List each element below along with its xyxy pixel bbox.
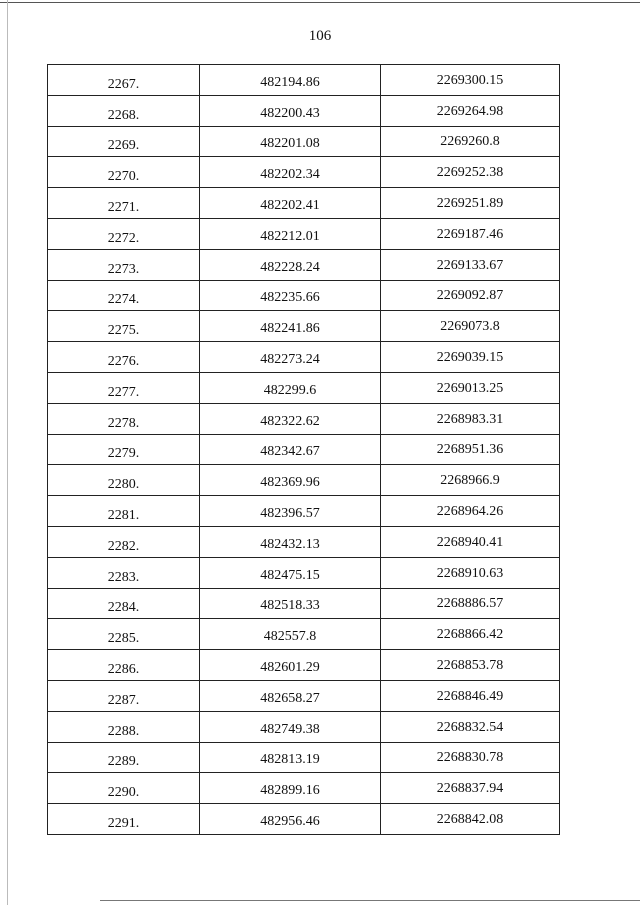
x-coordinate-cell-text: 482235.66: [260, 290, 320, 306]
y-coordinate-cell: [381, 588, 560, 619]
x-coordinate-cell-text: 482273.24: [260, 352, 320, 368]
y-coordinate-cell: [381, 465, 560, 496]
table-row: [48, 742, 560, 773]
point-number-cell: [48, 742, 200, 773]
table-row: [48, 218, 560, 249]
x-coordinate-cell: [200, 95, 381, 126]
table-row: [48, 188, 560, 219]
point-number-cell-text: 2284.: [107, 600, 140, 616]
point-number-cell: [48, 496, 200, 527]
x-coordinate-cell: [200, 557, 381, 588]
table-row: [48, 95, 560, 126]
point-number-cell-text: 2289.: [107, 754, 140, 770]
table-row: [48, 588, 560, 619]
x-coordinate-cell: [200, 619, 381, 650]
point-number-cell: [48, 619, 200, 650]
y-coordinate-cell-text: 2268966.9: [440, 473, 500, 489]
x-coordinate-cell-text: 482557.8: [263, 629, 317, 645]
x-coordinate-cell: [200, 465, 381, 496]
point-number-cell: [48, 280, 200, 311]
table-row: [48, 403, 560, 434]
point-number-cell-text: 2287.: [107, 692, 140, 708]
x-coordinate-cell-text: 482813.19: [260, 752, 320, 768]
y-coordinate-cell: [381, 342, 560, 373]
y-coordinate-cell: [381, 372, 560, 403]
point-number-cell-text: 2285.: [107, 631, 140, 647]
x-coordinate-cell-text: 482601.29: [260, 660, 320, 676]
table-row: [48, 372, 560, 403]
point-number-cell: [48, 311, 200, 342]
point-number-cell: [48, 588, 200, 619]
x-coordinate-cell-text: 482658.27: [260, 690, 320, 706]
point-number-cell-text: 2290.: [107, 785, 140, 801]
x-coordinate-cell: [200, 188, 381, 219]
point-number-cell-text: 2275.: [107, 323, 140, 339]
y-coordinate-cell-text: 2269039.15: [436, 350, 504, 366]
y-coordinate-cell-text: 2269133.67: [436, 257, 504, 273]
y-coordinate-cell: [381, 403, 560, 434]
x-coordinate-cell-text: 482749.38: [260, 721, 320, 737]
point-number-cell-text: 2267.: [107, 76, 140, 92]
x-coordinate-cell-text: 482202.41: [260, 198, 320, 214]
y-coordinate-cell: [381, 557, 560, 588]
table-row: [48, 804, 560, 835]
y-coordinate-cell: [381, 188, 560, 219]
coordinates-table-body: [48, 65, 560, 835]
page-number: 106: [308, 28, 332, 44]
point-number-cell-text: 2274.: [107, 292, 140, 308]
table-row: [48, 311, 560, 342]
point-number-cell: [48, 773, 200, 804]
x-coordinate-cell-text: 482228.24: [260, 259, 320, 275]
y-coordinate-cell-text: 2269300.15: [436, 72, 504, 88]
page-top-border: [0, 2, 640, 3]
x-coordinate-cell-text: 482202.34: [260, 167, 320, 183]
y-coordinate-cell: [381, 680, 560, 711]
x-coordinate-cell: [200, 711, 381, 742]
x-coordinate-cell-text: 482200.43: [260, 105, 320, 121]
y-coordinate-cell-text: 2268964.26: [436, 504, 504, 520]
y-coordinate-cell: [381, 650, 560, 681]
x-coordinate-cell-text: 482956.46: [260, 814, 320, 830]
x-coordinate-cell: [200, 804, 381, 835]
point-number-cell: [48, 526, 200, 557]
table-row: [48, 557, 560, 588]
point-number-cell: [48, 557, 200, 588]
point-number-cell-text: 2283.: [107, 569, 140, 585]
point-number-cell: [48, 218, 200, 249]
x-coordinate-cell-text: 482194.86: [260, 74, 320, 90]
x-coordinate-cell: [200, 742, 381, 773]
x-coordinate-cell: [200, 434, 381, 465]
y-coordinate-cell: [381, 434, 560, 465]
y-coordinate-cell: [381, 126, 560, 157]
y-coordinate-cell-text: 2269092.87: [436, 288, 504, 304]
point-number-cell: [48, 680, 200, 711]
y-coordinate-cell-text: 2269073.8: [440, 319, 500, 335]
x-coordinate-cell-text: 482342.67: [260, 444, 320, 460]
x-coordinate-cell: [200, 403, 381, 434]
y-coordinate-cell-text: 2269013.25: [436, 380, 504, 396]
table-row: [48, 249, 560, 280]
point-number-cell-text: 2280.: [107, 477, 140, 493]
point-number-cell-text: 2276.: [107, 354, 140, 370]
x-coordinate-cell: [200, 650, 381, 681]
y-coordinate-cell-text: 2269252.38: [436, 165, 504, 181]
y-coordinate-cell: [381, 496, 560, 527]
x-coordinate-cell-text: 482322.62: [260, 413, 320, 429]
y-coordinate-cell-text: 2268832.54: [436, 719, 504, 735]
y-coordinate-cell-text: 2269264.98: [436, 103, 504, 119]
point-number-cell: [48, 65, 200, 96]
point-number-cell: [48, 249, 200, 280]
point-number-cell: [48, 342, 200, 373]
point-number-cell-text: 2271.: [107, 200, 140, 216]
table-row: [48, 280, 560, 311]
y-coordinate-cell-text: 2268910.63: [436, 565, 504, 581]
y-coordinate-cell-text: 2268830.78: [436, 750, 504, 766]
point-number-cell: [48, 126, 200, 157]
x-coordinate-cell: [200, 526, 381, 557]
y-coordinate-cell-text: 2268837.94: [436, 781, 504, 797]
page-bottom-border: [100, 900, 640, 901]
point-number-cell-text: 2270.: [107, 169, 140, 185]
point-number-cell: [48, 465, 200, 496]
y-coordinate-cell: [381, 619, 560, 650]
y-coordinate-cell: [381, 280, 560, 311]
y-coordinate-cell: [381, 65, 560, 96]
y-coordinate-cell: [381, 95, 560, 126]
table-row: [48, 650, 560, 681]
point-number-cell: [48, 434, 200, 465]
y-coordinate-cell-text: 2268853.78: [436, 658, 504, 674]
x-coordinate-cell-text: 482899.16: [260, 783, 320, 799]
point-number-cell-text: 2273.: [107, 261, 140, 277]
y-coordinate-cell-text: 2268983.31: [436, 411, 504, 427]
y-coordinate-cell-text: 2268866.42: [436, 627, 504, 643]
y-coordinate-cell: [381, 804, 560, 835]
x-coordinate-cell: [200, 249, 381, 280]
x-coordinate-cell: [200, 680, 381, 711]
x-coordinate-cell-text: 482475.15: [260, 567, 320, 583]
y-coordinate-cell: [381, 311, 560, 342]
page-left-edge: [7, 0, 8, 905]
table-row: [48, 434, 560, 465]
table-row: [48, 680, 560, 711]
y-coordinate-cell: [381, 249, 560, 280]
point-number-cell: [48, 650, 200, 681]
y-coordinate-cell-text: 2268842.08: [436, 812, 504, 828]
point-number-cell-text: 2278.: [107, 415, 140, 431]
x-coordinate-cell: [200, 496, 381, 527]
x-coordinate-cell: [200, 65, 381, 96]
table-row: [48, 157, 560, 188]
x-coordinate-cell: [200, 126, 381, 157]
point-number-cell: [48, 188, 200, 219]
point-number-cell-text: 2286.: [107, 662, 140, 678]
x-coordinate-cell-text: 482432.13: [260, 536, 320, 552]
point-number-cell-text: 2281.: [107, 508, 140, 524]
x-coordinate-cell: [200, 588, 381, 619]
table-row: [48, 773, 560, 804]
point-number-cell: [48, 804, 200, 835]
x-coordinate-cell-text: 482241.86: [260, 321, 320, 337]
point-number-cell-text: 2268.: [107, 107, 140, 123]
point-number-cell: [48, 403, 200, 434]
x-coordinate-cell: [200, 280, 381, 311]
y-coordinate-cell-text: 2268940.41: [436, 534, 504, 550]
x-coordinate-cell-text: 482518.33: [260, 598, 320, 614]
y-coordinate-cell-text: 2269251.89: [436, 196, 504, 212]
point-number-cell: [48, 372, 200, 403]
x-coordinate-cell: [200, 157, 381, 188]
y-coordinate-cell: [381, 526, 560, 557]
y-coordinate-cell: [381, 773, 560, 804]
point-number-cell-text: 2277.: [107, 384, 140, 400]
point-number-cell: [48, 157, 200, 188]
y-coordinate-cell: [381, 157, 560, 188]
table-row: [48, 496, 560, 527]
x-coordinate-cell: [200, 773, 381, 804]
table-row: [48, 711, 560, 742]
y-coordinate-cell: [381, 711, 560, 742]
point-number-cell: [48, 95, 200, 126]
x-coordinate-cell: [200, 311, 381, 342]
point-number-cell-text: 2269.: [107, 138, 140, 154]
x-coordinate-cell: [200, 372, 381, 403]
y-coordinate-cell: [381, 218, 560, 249]
point-number-cell-text: 2288.: [107, 723, 140, 739]
x-coordinate-cell-text: 482299.6: [263, 382, 317, 398]
y-coordinate-cell-text: 2268951.36: [436, 442, 504, 458]
table-row: [48, 465, 560, 496]
x-coordinate-cell: [200, 218, 381, 249]
point-number-cell-text: 2291.: [107, 816, 140, 832]
table-row: [48, 619, 560, 650]
x-coordinate-cell-text: 482201.08: [260, 136, 320, 152]
y-coordinate-cell-text: 2269187.46: [436, 226, 504, 242]
coordinates-table: [47, 64, 560, 835]
x-coordinate-cell-text: 482369.96: [260, 475, 320, 491]
table-row: [48, 526, 560, 557]
table-row: [48, 126, 560, 157]
y-coordinate-cell-text: 2269260.8: [440, 134, 500, 150]
x-coordinate-cell: [200, 342, 381, 373]
point-number-cell-text: 2279.: [107, 446, 140, 462]
x-coordinate-cell-text: 482212.01: [260, 228, 320, 244]
x-coordinate-cell-text: 482396.57: [260, 506, 320, 522]
point-number-cell-text: 2282.: [107, 538, 140, 554]
table-row: [48, 65, 560, 96]
table-row: [48, 342, 560, 373]
point-number-cell-text: 2272.: [107, 230, 140, 246]
point-number-cell: [48, 711, 200, 742]
y-coordinate-cell-text: 2268846.49: [436, 688, 504, 704]
y-coordinate-cell-text: 2268886.57: [436, 596, 504, 612]
y-coordinate-cell: [381, 742, 560, 773]
